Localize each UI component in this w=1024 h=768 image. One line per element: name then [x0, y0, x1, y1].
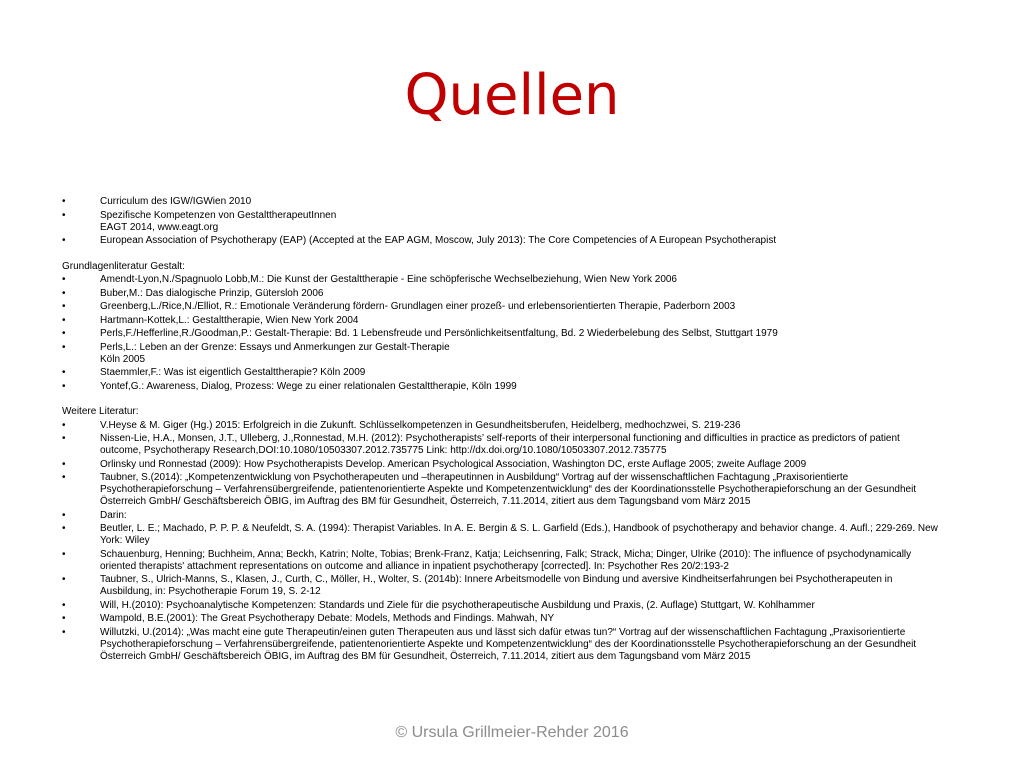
section-heading-further: Weitere Literatur:: [62, 406, 139, 417]
reference-item: [62, 613, 972, 625]
reference-item: [62, 381, 972, 393]
reference-line: • Spezifische Kompetenzen von GestalttherapeutInnen: [100, 209, 337, 221]
copyright-footer: © Ursula Grillmeier-Rehder 2016: [395, 724, 629, 741]
spacer: [62, 394, 972, 406]
reference-line: Österreich GmbH/ Geschäftsbereich ÖBIG, im Auftrag des BM für Gesundheit, Österreich, 7.11.2014, zitiert aus dem Tagungsband vom März 2015: [100, 496, 751, 507]
reference-line: oriented therapists' attachment representations on outcome and alliance in inpatient psychotherapy [corrected]. In: Psychother Res 20/2:193-2: [100, 560, 729, 572]
reference-item: [62, 328, 972, 340]
reference-item: [62, 235, 972, 247]
reference-item: [62, 574, 972, 598]
reference-line: • Perls,F./Hefferline,R./Goodman,P.: Gestalt-Therapie: Bd. 1 Lebensfreude und Persönlichkeitsentfaltung, Bd. 2 Wiederbelebung des Selbst, Stuttgart 1979: [100, 328, 778, 339]
reference-list-gestalt: [62, 274, 972, 393]
spacer: [62, 249, 972, 261]
reference-line: • Hartmann-Kottek,L.: Gestalttherapie, Wien New York 2004: [100, 314, 359, 326]
reference-item: [62, 210, 972, 234]
reference-line: • Schauenburg, Henning; Buchheim, Anna; Beckh, Katrin; Nolte, Tobias; Brenk-Franz, Katja; Leichsenring, Falk; Strack, Micha; Dinger, Ulrike (2010): The influence of psychodynamically: [100, 548, 912, 560]
reference-item: [62, 315, 972, 327]
reference-line: Österreich GmbH/ Geschäftsbereich ÖBIG, im Auftrag des BM für Gesundheit, Österreich, 7.11.2014, zitiert aus dem Tagungsband vom März 2015: [100, 650, 751, 662]
reference-line: • Willutzki, U.(2014): „Was macht eine gute Therapeutin/einen guten Therapeuten aus und lässt sich dafür etwas tun?“ Vortrag auf der wissenschaftlichen Fachtagung „Praxisorientierte: [100, 626, 906, 638]
reference-line: • Perls,L.: Leben an der Grenze: Essays und Anmerkungen zur Gestalt-Therapie: [100, 341, 450, 353]
reference-item: [62, 510, 972, 522]
reference-line: • Staemmler,F.: Was ist eigentlich Gestalttherapie? Köln 2009: [100, 367, 366, 378]
reference-line: • Orlinsky und Ronnestad (2009): How Psychotherapists Develop. American Psychological Association, Washington DC, erste Auflage 2005; zweite Auflage 2009: [100, 458, 807, 470]
reference-item: [62, 459, 972, 471]
reference-item: [62, 627, 972, 663]
reference-line: EAGT 2014, www.eagt.org: [100, 221, 219, 233]
reference-line: • Taubner, S., Ulrich-Manns, S., Klasen, J., Curth, C., Möller, H., Wolter, S. (2014b): Innere Arbeitsmodelle von Bindung und aversive Kindheitserfahrungen bei Psychotherapeuten in: [100, 574, 893, 585]
reference-line: • Buber,M.: Das dialogische Prinzip, Gütersloh 2006: [100, 287, 324, 299]
reference-line: • Curriculum des IGW/IGWien 2010: [100, 196, 252, 207]
reference-line: • Nissen-Lie, H.A., Monsen, J.T., Ulleberg, J.,Ronnestad, M.H. (2012): Psychotherapists’ self-reports of their interpersonal functioning and difficulties in practice as predictors of patient: [100, 433, 900, 444]
reference-line: • Beutler, L. E.; Machado, P. P. P. & Neufeldt, S. A. (1994): Therapist Variables. In A. E. Bergin & S. L. Garfield (Eds.), Handbook of psychotherapy and behavior change. 4. Aufl.; 229-269. New: [100, 523, 938, 534]
reference-item: [62, 420, 972, 432]
reference-item: [62, 433, 972, 457]
reference-list-further: [62, 420, 972, 663]
section-heading-gestalt: Grundlagenliteratur Gestalt:: [62, 260, 185, 272]
reference-line: • Greenberg,L./Rice,N./Elliot, R.: Emotionale Veränderung fördern- Grundlagen einer prozeß- und erlebensorientierten Therapie, Paderborn 2003: [100, 301, 736, 312]
reference-item: [62, 523, 972, 547]
reference-item: [62, 274, 972, 286]
reference-line: • Taubner, S.(2014): „Kompetenzentwicklung von Psychotherapeuten und –therapeutinnen in Ausbildung“ Vortrag auf der wissenschaftlichen Fachtagung „Praxisorientierte: [100, 472, 849, 483]
reference-line: • V.Heyse & M. Giger (Hg.) 2015: Erfolgreich in die Zukunft. Schlüsselkompetenzen in Gesundheitsberufen, Heidelberg, medhochzwei, S. 219-236: [100, 419, 741, 431]
reference-line: outcome, Psychotherapy Research,DOI:10.1080/10503307.2012.735775 Link: http://dx.doi.org/10.1080/10503307.2012.735775: [100, 445, 667, 456]
reference-line: • Yontef,G.: Awareness, Dialog, Prozess: Wege zu einer relationalen Gestalttherapie, Köln 1999: [100, 380, 517, 392]
reference-item: [62, 367, 972, 379]
reference-line: • Wampold, B.E.(2001): The Great Psychotherapy Debate: Models, Methods and Findings. Mahwah, NY: [100, 613, 555, 624]
reference-item: [62, 600, 972, 612]
references-content: [62, 196, 972, 664]
reference-list-general: [62, 196, 972, 247]
reference-item: [62, 196, 972, 208]
reference-line: • Darin:: [100, 509, 127, 521]
reference-item: [62, 472, 972, 508]
reference-line: Köln 2005: [100, 353, 146, 365]
page-title: Quellen: [404, 63, 620, 128]
reference-line: York: Wiley: [100, 535, 150, 546]
reference-line: • European Association of Psychotherapy (EAP) (Accepted at the EAP AGM, Moscow, July 2013): The Core Competencies of A European Psychotherapist: [100, 235, 777, 246]
reference-line: • Amendt-Lyon,N./Spagnuolo Lobb,M.: Die Kunst der Gestalttherapie - Eine schöpferische Wechselbeziehung, Wien New York 2006: [100, 274, 677, 285]
reference-item: [62, 549, 972, 573]
reference-item: [62, 342, 972, 366]
reference-line: Psychotherapieforschung – Verfahrensübergreifende, patientenorientierte Aspekte und Kompetenzentwicklung“ des der Koordinationsstelle Psychotherapieforschung an der Gesundheit: [100, 484, 917, 495]
reference-item: [62, 301, 972, 313]
reference-line: Psychotherapieforschung – Verfahrensübergreifende, patientenorientierte Aspekte und Kompetenzentwicklung“ des der Koordinationsstelle Psychotherapieforschung an der Gesundheit: [100, 638, 917, 650]
reference-line: Ausbildung, in: Psychotherapie Forum 19, S. 2-12: [100, 586, 321, 597]
reference-item: [62, 288, 972, 300]
reference-line: • Will, H.(2010): Psychoanalytische Kompetenzen: Standards und Ziele für die psychotherapeutische Ausbildung und Praxis, (2. Auflage) Stuttgart, W. Kohlhammer: [100, 599, 815, 611]
